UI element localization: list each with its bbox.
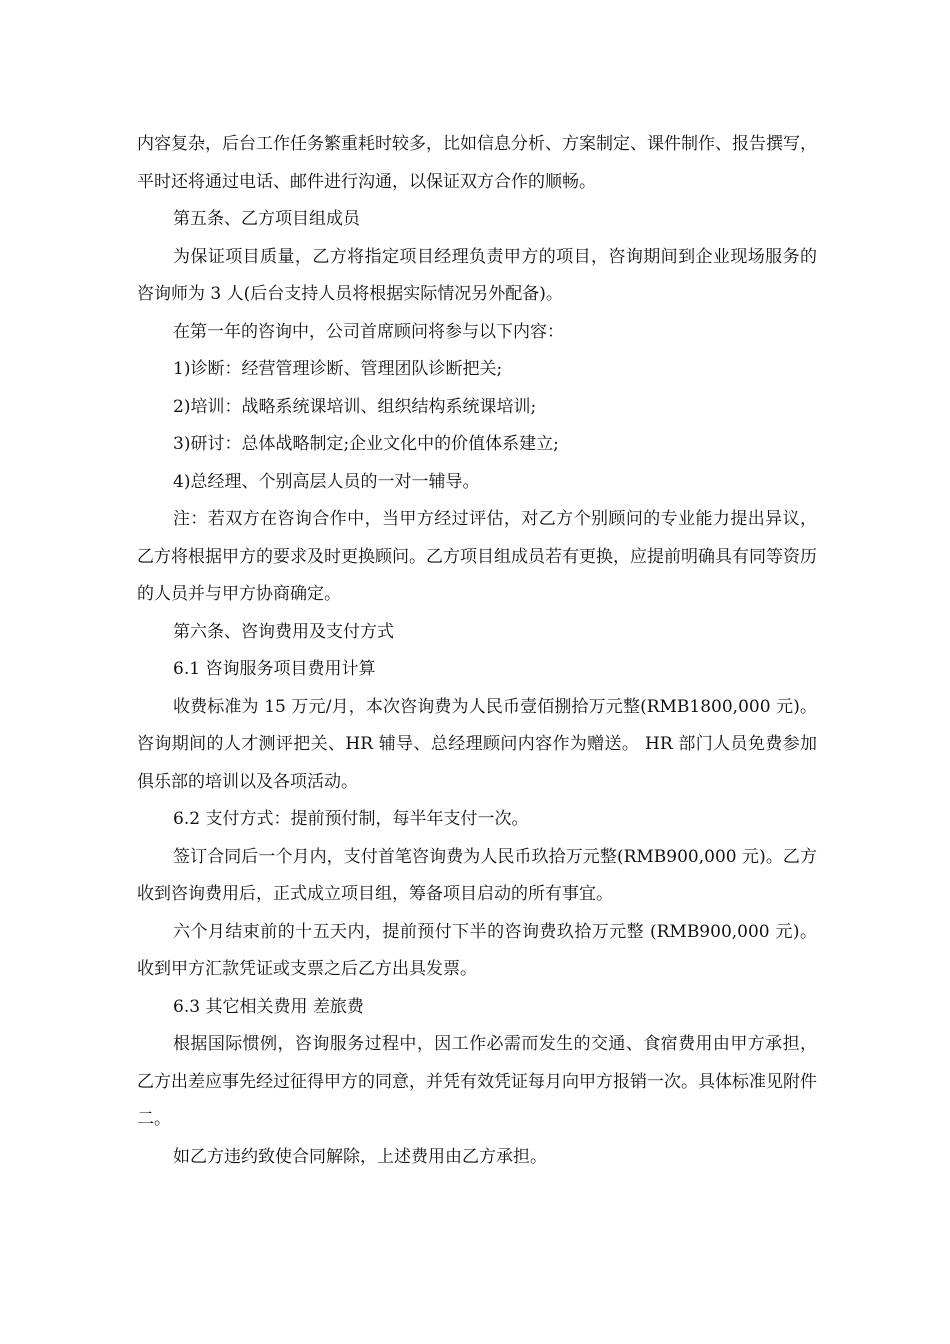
- list-item: 2)培训：战略系统课培训、组织结构系统课培训;: [173, 396, 537, 417]
- list-item: 3)研讨：总体战略制定;企业文化中的价值体系建立;: [173, 434, 559, 454]
- list-item: 4)总经理、个别高层人员的一对一辅导。: [173, 471, 480, 492]
- paragraph: 签订合同后一个月内，支付首笔咨询费为人民币玖拾万元整(RMB900,000 元)。乙方收到咨询费用后，正式成立项目组，筹备项目启动的所有事宜。: [137, 846, 817, 904]
- paragraph: 收费标准为 15 万元/月，本次咨询费为人民币壹佰捌拾万元整(RMB1800,000 元)。 咨询期间的人才测评把关、HR 辅导、总经理顾问内容作为赠送。 HR 部门人员免费参加俱乐部的培训以及各项活动。: [137, 696, 817, 792]
- section-heading-article-6: 第六条、咨询费用及支付方式: [173, 621, 394, 642]
- paragraph: 如乙方违约致使合同解除，上述费用由乙方承担。: [173, 1146, 547, 1167]
- note-paragraph: 注：若双方在咨询合作中，当甲方经过评估，对乙方个别顾问的专业能力提出异议，乙方将根据甲方的要求及时更换顾问。乙方项目组成员若有更换，应提前明确具有同等资历的人员并与甲方协商确定。: [137, 509, 817, 604]
- section-heading-article-5: 第五条、乙方项目组成员: [173, 209, 360, 229]
- paragraph: 六个月结束前的十五天内，提前预付下半的咨询费玖拾万元整 (RMB900,000 元)。 收到甲方汇款凭证或支票之后乙方出具发票。: [137, 921, 817, 979]
- subsection-heading-6-1: 6.1 咨询服务项目费用计算: [173, 659, 376, 679]
- subsection-heading-6-2: 6.2 支付方式：提前预付制，每半年支付一次。: [173, 809, 529, 829]
- paragraph: 在第一年的咨询中，公司首席顾问将参与以下内容：: [173, 321, 564, 342]
- paragraph-continuation: 内容复杂，后台工作任务繁重耗时较多，比如信息分析、方案制定、课件制作、报告撰写，平时还将通过电话、邮件进行沟通，以保证双方合作的顺畅。: [137, 134, 817, 192]
- list-item: 1)诊断：经营管理诊断、管理团队诊断把关;: [173, 359, 503, 379]
- document-body: [137, 126, 817, 1176]
- subsection-heading-6-3: 6.3 其它相关费用 差旅费: [173, 996, 364, 1017]
- paragraph: 根据国际惯例，咨询服务过程中，因工作必需而发生的交通、食宿费用由甲方承担，乙方出差应事先经过征得甲方的同意，并凭有效凭证每月向甲方报销一次。具体标准见附件二。: [137, 1034, 817, 1129]
- paragraph: 为保证项目质量，乙方将指定项目经理负责甲方的项目，咨询期间到企业现场服务的咨询师为 3 人(后台支持人员将根据实际情况另外配备)。: [137, 246, 817, 304]
